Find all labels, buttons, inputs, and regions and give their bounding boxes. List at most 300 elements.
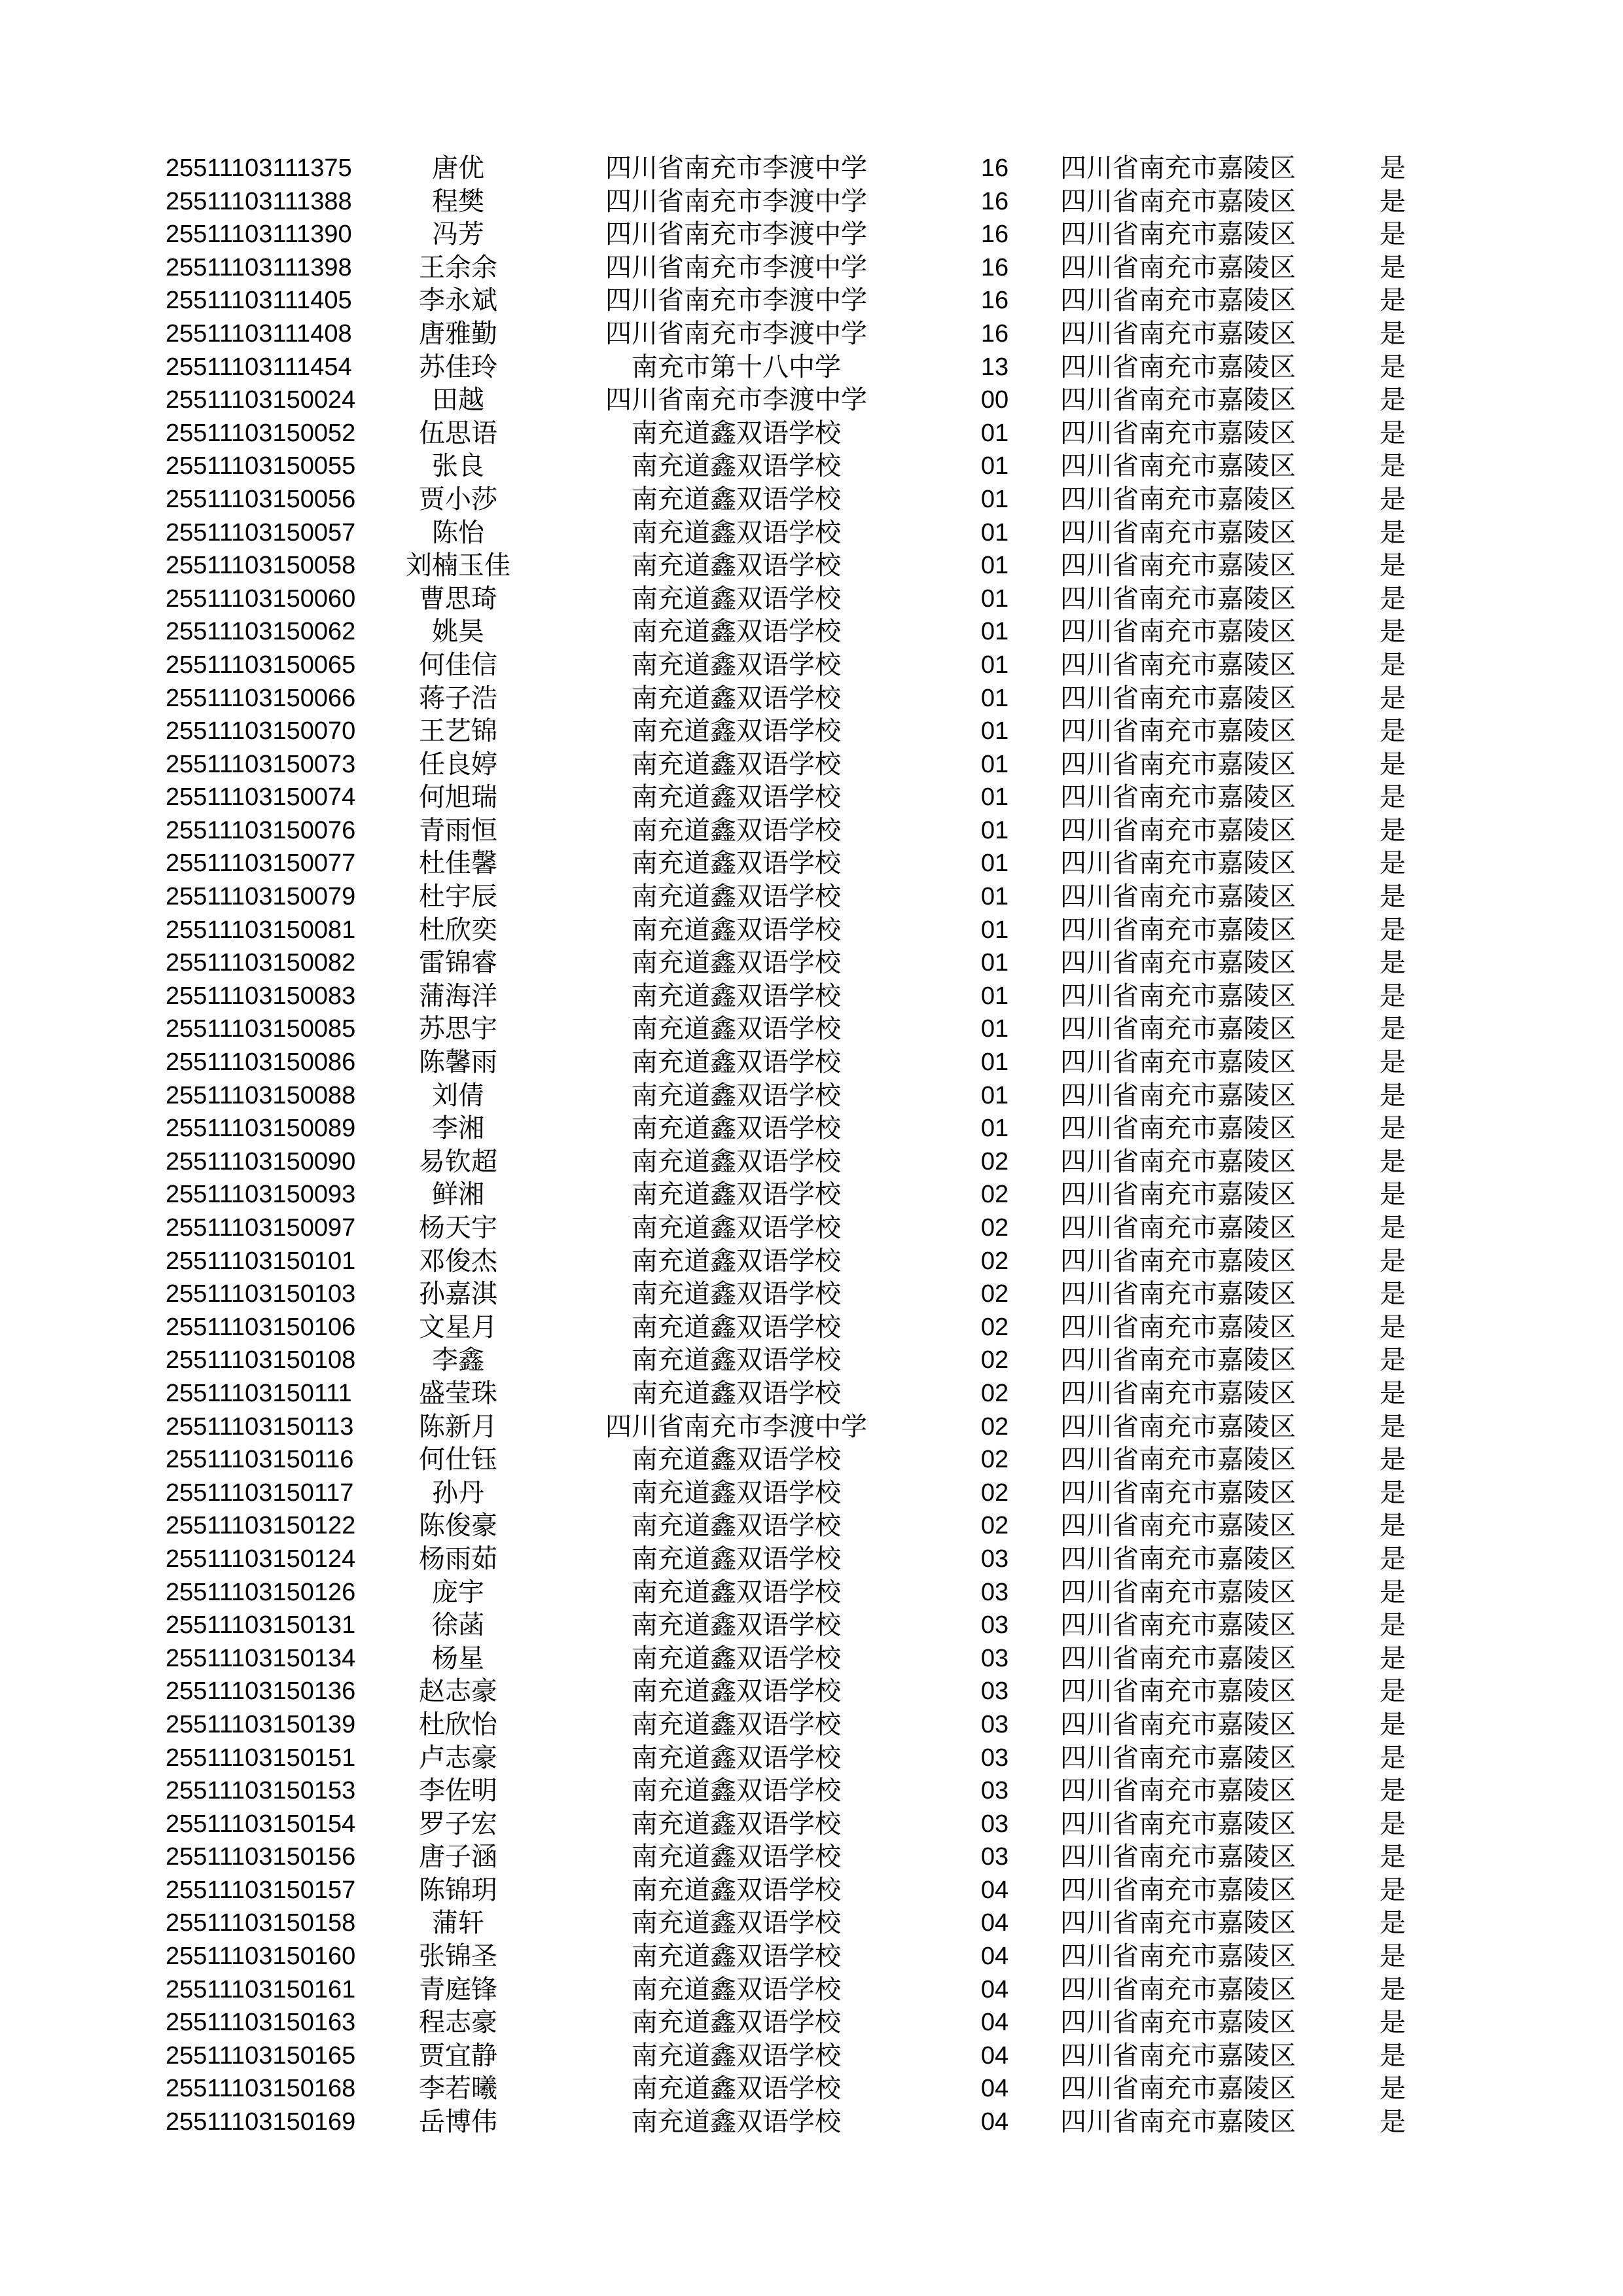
region-cell: 四川省南充市嘉陵区 (1060, 617, 1296, 647)
school-name-cell: 南充道鑫双语学校 (632, 914, 841, 944)
school-name-cell: 四川省南充市李渡中学 (605, 318, 867, 348)
school-name-cell: 南充道鑫双语学校 (632, 583, 841, 613)
exam-number-cell: 25511103150074 (166, 783, 356, 812)
school-name-cell: 南充道鑫双语学校 (632, 2107, 841, 2137)
region-cell: 四川省南充市嘉陵区 (1060, 914, 1296, 944)
school-name-cell: 四川省南充市李渡中学 (605, 252, 867, 282)
student-name-cell: 刘楠玉佳 (406, 550, 510, 581)
confirm-flag-cell: 是 (1380, 2007, 1406, 2037)
table-row (0, 946, 1623, 980)
exam-number-cell: 25511103150082 (166, 949, 356, 977)
class-number-cell: 01 (980, 916, 1009, 944)
school-name-cell: 四川省南充市李渡中学 (605, 1411, 867, 1441)
confirm-flag-cell: 是 (1380, 1014, 1406, 1044)
class-number-cell: 01 (980, 684, 1009, 712)
school-name-cell: 南充道鑫双语学校 (632, 749, 841, 779)
exam-number-cell: 25511103150101 (166, 1247, 356, 1275)
exam-number-cell: 25511103150079 (166, 883, 356, 911)
region-cell: 四川省南充市嘉陵区 (1060, 1213, 1296, 1242)
table-row (0, 1973, 1623, 2007)
class-number-cell: 03 (980, 1578, 1009, 1606)
table-row (0, 1642, 1623, 1676)
confirm-flag-cell: 是 (1380, 1842, 1406, 1872)
table-row (0, 417, 1623, 450)
confirm-flag-cell: 是 (1380, 517, 1406, 547)
confirm-flag-cell: 是 (1380, 1643, 1406, 1673)
confirm-flag-cell: 是 (1380, 882, 1406, 912)
student-name-cell: 唐雅勤 (419, 318, 497, 348)
region-cell: 四川省南充市嘉陵区 (1060, 1543, 1296, 1573)
student-name-cell: 陈锦玥 (419, 1874, 497, 1905)
student-name-cell: 何仕钰 (419, 1444, 497, 1475)
table-row (0, 1013, 1623, 1046)
student-name-cell: 何旭瑞 (419, 782, 497, 812)
region-cell: 四川省南充市嘉陵区 (1060, 385, 1296, 415)
school-name-cell: 南充道鑫双语学校 (632, 848, 841, 878)
exam-number-cell: 25511103111405 (166, 287, 352, 315)
class-number-cell: 02 (980, 1214, 1009, 1242)
student-name-cell: 岳博伟 (419, 2107, 497, 2137)
table-row (0, 1245, 1623, 1278)
student-name-cell: 陈怡 (432, 517, 484, 547)
region-cell: 四川省南充市嘉陵区 (1060, 1776, 1296, 1806)
confirm-flag-cell: 是 (1380, 749, 1406, 779)
student-name-cell: 李湘 (432, 1113, 484, 1143)
school-name-cell: 南充道鑫双语学校 (632, 2073, 841, 2104)
student-name-cell: 陈俊豪 (419, 1511, 497, 1541)
region-cell: 四川省南充市嘉陵区 (1060, 848, 1296, 878)
region-cell: 四川省南充市嘉陵区 (1060, 1842, 1296, 1872)
region-cell: 四川省南充市嘉陵区 (1060, 1709, 1296, 1739)
confirm-flag-cell: 是 (1380, 914, 1406, 944)
school-name-cell: 南充道鑫双语学校 (632, 1113, 841, 1143)
student-name-cell: 蒲海洋 (419, 980, 497, 1011)
exam-number-cell: 25511103150157 (166, 1876, 356, 1904)
table-row (0, 615, 1623, 649)
school-name-cell: 四川省南充市李渡中学 (605, 285, 867, 315)
confirm-flag-cell: 是 (1380, 1411, 1406, 1441)
table-row (0, 880, 1623, 914)
table-row (0, 549, 1623, 583)
confirm-flag-cell: 是 (1380, 219, 1406, 249)
class-number-cell: 00 (980, 386, 1009, 414)
confirm-flag-cell: 是 (1380, 550, 1406, 581)
region-cell: 四川省南充市嘉陵区 (1060, 1974, 1296, 2004)
table-row (0, 1443, 1623, 1477)
exam-number-cell: 25511103150077 (166, 850, 356, 878)
school-name-cell: 南充道鑫双语学校 (632, 2007, 841, 2037)
class-number-cell: 03 (980, 1777, 1009, 1805)
class-number-cell: 16 (980, 253, 1009, 281)
student-name-cell: 姚昊 (432, 617, 484, 647)
class-number-cell: 04 (980, 2041, 1009, 2070)
confirm-flag-cell: 是 (1380, 285, 1406, 315)
class-number-cell: 04 (980, 1943, 1009, 1971)
table-row (0, 847, 1623, 880)
confirm-flag-cell: 是 (1380, 1080, 1406, 1110)
class-number-cell: 01 (980, 850, 1009, 878)
confirm-flag-cell: 是 (1380, 1676, 1406, 1706)
confirm-flag-cell: 是 (1380, 252, 1406, 282)
confirm-flag-cell: 是 (1380, 815, 1406, 845)
confirm-flag-cell: 是 (1380, 1941, 1406, 1971)
table-row (0, 351, 1623, 384)
region-cell: 四川省南充市嘉陵区 (1060, 815, 1296, 845)
table-row (0, 781, 1623, 814)
school-name-cell: 南充道鑫双语学校 (632, 1312, 841, 1342)
student-name-cell: 杜佳馨 (419, 848, 497, 878)
region-cell: 四川省南充市嘉陵区 (1060, 782, 1296, 812)
confirm-flag-cell: 是 (1380, 2073, 1406, 2104)
exam-number-cell: 25511103150122 (166, 1512, 356, 1540)
region-cell: 四川省南充市嘉陵区 (1060, 484, 1296, 514)
table-row (0, 1079, 1623, 1113)
class-number-cell: 04 (980, 2075, 1009, 2103)
school-name-cell: 南充道鑫双语学校 (632, 451, 841, 481)
exam-number-cell: 25511103150160 (166, 1943, 356, 1971)
confirm-flag-cell: 是 (1380, 716, 1406, 746)
table-row (0, 1278, 1623, 1311)
table-row (0, 284, 1623, 317)
class-number-cell: 01 (980, 552, 1009, 580)
region-cell: 四川省南充市嘉陵区 (1060, 1312, 1296, 1342)
exam-number-cell: 25511103150158 (166, 1909, 356, 1937)
exam-number-cell: 25511103150088 (166, 1081, 356, 1109)
region-cell: 四川省南充市嘉陵区 (1060, 749, 1296, 779)
exam-number-cell: 25511103150024 (166, 386, 356, 414)
school-name-cell: 南充道鑫双语学校 (632, 1444, 841, 1475)
student-name-cell: 张良 (432, 451, 484, 481)
confirm-flag-cell: 是 (1380, 617, 1406, 647)
school-name-cell: 南充道鑫双语学校 (632, 683, 841, 713)
class-number-cell: 16 (980, 187, 1009, 215)
region-cell: 四川省南充市嘉陵区 (1060, 219, 1296, 249)
table-row (0, 2106, 1623, 2139)
exam-number-cell: 25511103150097 (166, 1214, 356, 1242)
region-cell: 四川省南充市嘉陵区 (1060, 583, 1296, 613)
table-row (0, 1377, 1623, 1410)
class-number-cell: 02 (980, 1313, 1009, 1341)
student-name-cell: 李永斌 (419, 285, 497, 315)
region-cell: 四川省南充市嘉陵区 (1060, 153, 1296, 183)
region-cell: 四川省南充市嘉陵区 (1060, 716, 1296, 746)
student-name-cell: 鲜湘 (432, 1179, 484, 1210)
class-number-cell: 01 (980, 816, 1009, 844)
class-number-cell: 03 (980, 1810, 1009, 1838)
school-name-cell: 南充道鑫双语学校 (632, 517, 841, 547)
region-cell: 四川省南充市嘉陵区 (1060, 1941, 1296, 1971)
exam-number-cell: 25511103150062 (166, 618, 356, 646)
exam-number-cell: 25511103150161 (166, 1975, 356, 2003)
exam-number-cell: 25511103111390 (166, 221, 352, 249)
confirm-flag-cell: 是 (1380, 1345, 1406, 1375)
table-row (0, 583, 1623, 616)
class-number-cell: 01 (980, 618, 1009, 646)
table-row (0, 1509, 1623, 1543)
class-number-cell: 04 (980, 1909, 1009, 1937)
confirm-flag-cell: 是 (1380, 318, 1406, 348)
region-cell: 四川省南充市嘉陵区 (1060, 1577, 1296, 1607)
school-name-cell: 南充道鑫双语学校 (632, 1610, 841, 1640)
confirm-flag-cell: 是 (1380, 2040, 1406, 2070)
confirm-flag-cell: 是 (1380, 1577, 1406, 1607)
school-name-cell: 南充道鑫双语学校 (632, 649, 841, 679)
class-number-cell: 01 (980, 949, 1009, 977)
school-name-cell: 南充道鑫双语学校 (632, 1874, 841, 1905)
confirm-flag-cell: 是 (1380, 153, 1406, 183)
table-row (0, 384, 1623, 417)
exam-number-cell: 25511103150163 (166, 2009, 356, 2037)
school-name-cell: 南充道鑫双语学校 (632, 1014, 841, 1044)
table-row (0, 1178, 1623, 1211)
table-row (0, 649, 1623, 682)
school-name-cell: 南充市第十八中学 (632, 351, 841, 382)
exam-number-cell: 25511103150113 (166, 1412, 354, 1441)
student-name-cell: 易钦超 (419, 1146, 497, 1176)
exam-number-cell: 25511103150076 (166, 816, 356, 844)
exam-number-cell: 25511103111408 (166, 319, 352, 348)
student-name-cell: 冯芳 (432, 219, 484, 249)
table-row (0, 1874, 1623, 1907)
table-row (0, 1046, 1623, 1079)
student-name-cell: 刘倩 (432, 1080, 484, 1110)
class-number-cell: 04 (980, 1975, 1009, 2003)
exam-number-cell: 25511103111388 (166, 187, 352, 215)
confirm-flag-cell: 是 (1380, 1246, 1406, 1276)
student-name-cell: 蒋子浩 (419, 683, 497, 713)
school-name-cell: 南充道鑫双语学校 (632, 1941, 841, 1971)
exam-number-cell: 25511103150136 (166, 1677, 356, 1706)
region-cell: 四川省南充市嘉陵区 (1060, 1378, 1296, 1408)
confirm-flag-cell: 是 (1380, 1808, 1406, 1839)
table-row (0, 2072, 1623, 2106)
region-cell: 四川省南充市嘉陵区 (1060, 186, 1296, 216)
region-cell: 四川省南充市嘉陵区 (1060, 980, 1296, 1011)
exam-number-cell: 25511103150065 (166, 651, 356, 679)
exam-number-cell: 25511103150116 (166, 1446, 354, 1474)
table-row (0, 1840, 1623, 1874)
class-number-cell: 01 (980, 1049, 1009, 1077)
student-name-cell: 孙丹 (432, 1477, 484, 1507)
confirm-flag-cell: 是 (1380, 1543, 1406, 1573)
confirm-flag-cell: 是 (1380, 385, 1406, 415)
confirm-flag-cell: 是 (1380, 1709, 1406, 1739)
table-row (0, 2006, 1623, 2039)
student-name-cell: 杜欣怡 (419, 1709, 497, 1739)
student-name-cell: 罗子宏 (419, 1808, 497, 1839)
class-number-cell: 03 (980, 1744, 1009, 1772)
region-cell: 四川省南充市嘉陵区 (1060, 1676, 1296, 1706)
confirm-flag-cell: 是 (1380, 1908, 1406, 1938)
table-row (0, 814, 1623, 848)
class-number-cell: 03 (980, 1644, 1009, 1672)
exam-number-cell: 25511103150070 (166, 717, 356, 745)
exam-number-cell: 25511103150165 (166, 2041, 356, 2070)
region-cell: 四川省南充市嘉陵区 (1060, 1345, 1296, 1375)
table-row (0, 1410, 1623, 1444)
student-name-cell: 李若曦 (419, 2073, 497, 2104)
region-cell: 四川省南充市嘉陵区 (1060, 649, 1296, 679)
confirm-flag-cell: 是 (1380, 649, 1406, 679)
confirm-flag-cell: 是 (1380, 848, 1406, 878)
student-name-cell: 李佐明 (419, 1776, 497, 1806)
student-name-cell: 杜欣奕 (419, 914, 497, 944)
confirm-flag-cell: 是 (1380, 1742, 1406, 1772)
region-cell: 四川省南充市嘉陵区 (1060, 882, 1296, 912)
table-row (0, 516, 1623, 550)
school-name-cell: 南充道鑫双语学校 (632, 550, 841, 581)
confirm-flag-cell: 是 (1380, 1511, 1406, 1541)
school-name-cell: 南充道鑫双语学校 (632, 1676, 841, 1706)
student-name-cell: 文星月 (419, 1312, 497, 1342)
region-cell: 四川省南充市嘉陵区 (1060, 1643, 1296, 1673)
table-row (0, 1145, 1623, 1179)
confirm-flag-cell: 是 (1380, 1312, 1406, 1342)
class-number-cell: 03 (980, 1545, 1009, 1573)
school-name-cell: 南充道鑫双语学校 (632, 1477, 841, 1507)
table-row (0, 1344, 1623, 1377)
exam-number-cell: 25511103150055 (166, 452, 356, 480)
confirm-flag-cell: 是 (1380, 1179, 1406, 1210)
student-name-cell: 曹思琦 (419, 583, 497, 613)
school-name-cell: 南充道鑫双语学校 (632, 1146, 841, 1176)
class-number-cell: 02 (980, 1181, 1009, 1209)
exam-number-cell: 25511103150168 (166, 2075, 356, 2103)
table-row (0, 1543, 1623, 1576)
class-number-cell: 01 (980, 518, 1009, 547)
school-name-cell: 南充道鑫双语学校 (632, 716, 841, 746)
confirm-flag-cell: 是 (1380, 351, 1406, 382)
student-name-cell: 王艺锦 (419, 716, 497, 746)
confirm-flag-cell: 是 (1380, 583, 1406, 613)
region-cell: 四川省南充市嘉陵区 (1060, 252, 1296, 282)
class-number-cell: 02 (980, 1280, 1009, 1308)
table-row (0, 748, 1623, 781)
exam-number-cell: 25511103150060 (166, 584, 356, 613)
table-row (0, 1675, 1623, 1708)
region-cell: 四川省南充市嘉陵区 (1060, 1874, 1296, 1905)
school-name-cell: 四川省南充市李渡中学 (605, 219, 867, 249)
student-name-cell: 唐优 (432, 153, 484, 183)
student-name-cell: 张锦圣 (419, 1941, 497, 1971)
school-name-cell: 南充道鑫双语学校 (632, 980, 841, 1011)
region-cell: 四川省南充市嘉陵区 (1060, 1146, 1296, 1176)
school-name-cell: 南充道鑫双语学校 (632, 484, 841, 514)
confirm-flag-cell: 是 (1380, 418, 1406, 448)
school-name-cell: 南充道鑫双语学校 (632, 1543, 841, 1573)
table-row (0, 715, 1623, 748)
school-name-cell: 南充道鑫双语学校 (632, 1643, 841, 1673)
class-number-cell: 02 (980, 1512, 1009, 1540)
confirm-flag-cell: 是 (1380, 186, 1406, 216)
table-row (0, 980, 1623, 1013)
table-row (0, 317, 1623, 351)
class-number-cell: 01 (980, 584, 1009, 613)
confirm-flag-cell: 是 (1380, 484, 1406, 514)
student-name-cell: 杜宇辰 (419, 882, 497, 912)
class-number-cell: 02 (980, 1147, 1009, 1175)
school-name-cell: 南充道鑫双语学校 (632, 1842, 841, 1872)
school-name-cell: 南充道鑫双语学校 (632, 1213, 841, 1242)
confirm-flag-cell: 是 (1380, 683, 1406, 713)
school-name-cell: 四川省南充市李渡中学 (605, 385, 867, 415)
exam-number-cell: 25511103150151 (166, 1744, 356, 1772)
exam-number-cell: 25511103150056 (166, 485, 356, 513)
class-number-cell: 01 (980, 883, 1009, 911)
table-row (0, 450, 1623, 483)
exam-number-cell: 25511103150108 (166, 1346, 356, 1374)
region-cell: 四川省南充市嘉陵区 (1060, 1444, 1296, 1475)
student-name-cell: 王余余 (419, 252, 497, 282)
school-name-cell: 南充道鑫双语学校 (632, 1246, 841, 1276)
exam-number-cell: 25511103150083 (166, 982, 356, 1010)
school-name-cell: 南充道鑫双语学校 (632, 1577, 841, 1607)
school-name-cell: 南充道鑫双语学校 (632, 815, 841, 845)
exam-number-cell: 25511103150052 (166, 419, 356, 447)
class-number-cell: 16 (980, 319, 1009, 348)
student-name-cell: 庞宇 (432, 1577, 484, 1607)
class-number-cell: 02 (980, 1379, 1009, 1407)
table-row (0, 1907, 1623, 1940)
student-name-cell: 李鑫 (432, 1345, 484, 1375)
exam-number-cell: 25511103150085 (166, 1015, 356, 1043)
exam-number-cell: 25511103150156 (166, 1843, 356, 1871)
region-cell: 四川省南充市嘉陵区 (1060, 1511, 1296, 1541)
class-number-cell: 01 (980, 485, 1009, 513)
class-number-cell: 13 (980, 353, 1009, 381)
class-number-cell: 03 (980, 1843, 1009, 1871)
exam-number-cell: 25511103150131 (166, 1611, 356, 1640)
confirm-flag-cell: 是 (1380, 1213, 1406, 1242)
class-number-cell: 02 (980, 1479, 1009, 1507)
exam-number-cell: 25511103150066 (166, 684, 356, 712)
exam-number-cell: 25511103150103 (166, 1280, 356, 1308)
student-name-cell: 杨雨茹 (419, 1543, 497, 1573)
exam-number-cell: 25511103150090 (166, 1147, 356, 1175)
region-cell: 四川省南充市嘉陵区 (1060, 948, 1296, 978)
table-row (0, 251, 1623, 285)
region-cell: 四川省南充市嘉陵区 (1060, 418, 1296, 448)
confirm-flag-cell: 是 (1380, 1113, 1406, 1143)
table-row (0, 914, 1623, 947)
class-number-cell: 01 (980, 982, 1009, 1010)
class-number-cell: 02 (980, 1346, 1009, 1374)
table-row (0, 2039, 1623, 2073)
class-number-cell: 03 (980, 1710, 1009, 1738)
region-cell: 四川省南充市嘉陵区 (1060, 1477, 1296, 1507)
confirm-flag-cell: 是 (1380, 1279, 1406, 1309)
confirm-flag-cell: 是 (1380, 1146, 1406, 1176)
region-cell: 四川省南充市嘉陵区 (1060, 318, 1296, 348)
class-number-cell: 01 (980, 1015, 1009, 1043)
table-row (0, 682, 1623, 715)
class-number-cell: 01 (980, 717, 1009, 745)
confirm-flag-cell: 是 (1380, 451, 1406, 481)
student-name-cell: 蒲轩 (432, 1908, 484, 1938)
table-row (0, 1112, 1623, 1145)
class-number-cell: 04 (980, 1876, 1009, 1904)
school-name-cell: 南充道鑫双语学校 (632, 1047, 841, 1077)
class-number-cell: 01 (980, 1081, 1009, 1109)
class-number-cell: 01 (980, 651, 1009, 679)
region-cell: 四川省南充市嘉陵区 (1060, 1808, 1296, 1839)
student-name-cell: 徐菡 (432, 1610, 484, 1640)
region-cell: 四川省南充市嘉陵区 (1060, 550, 1296, 581)
exam-number-cell: 25511103150117 (166, 1479, 354, 1507)
student-name-cell: 杨星 (432, 1643, 484, 1673)
region-cell: 四川省南充市嘉陵区 (1060, 2007, 1296, 2037)
region-cell: 四川省南充市嘉陵区 (1060, 1610, 1296, 1640)
